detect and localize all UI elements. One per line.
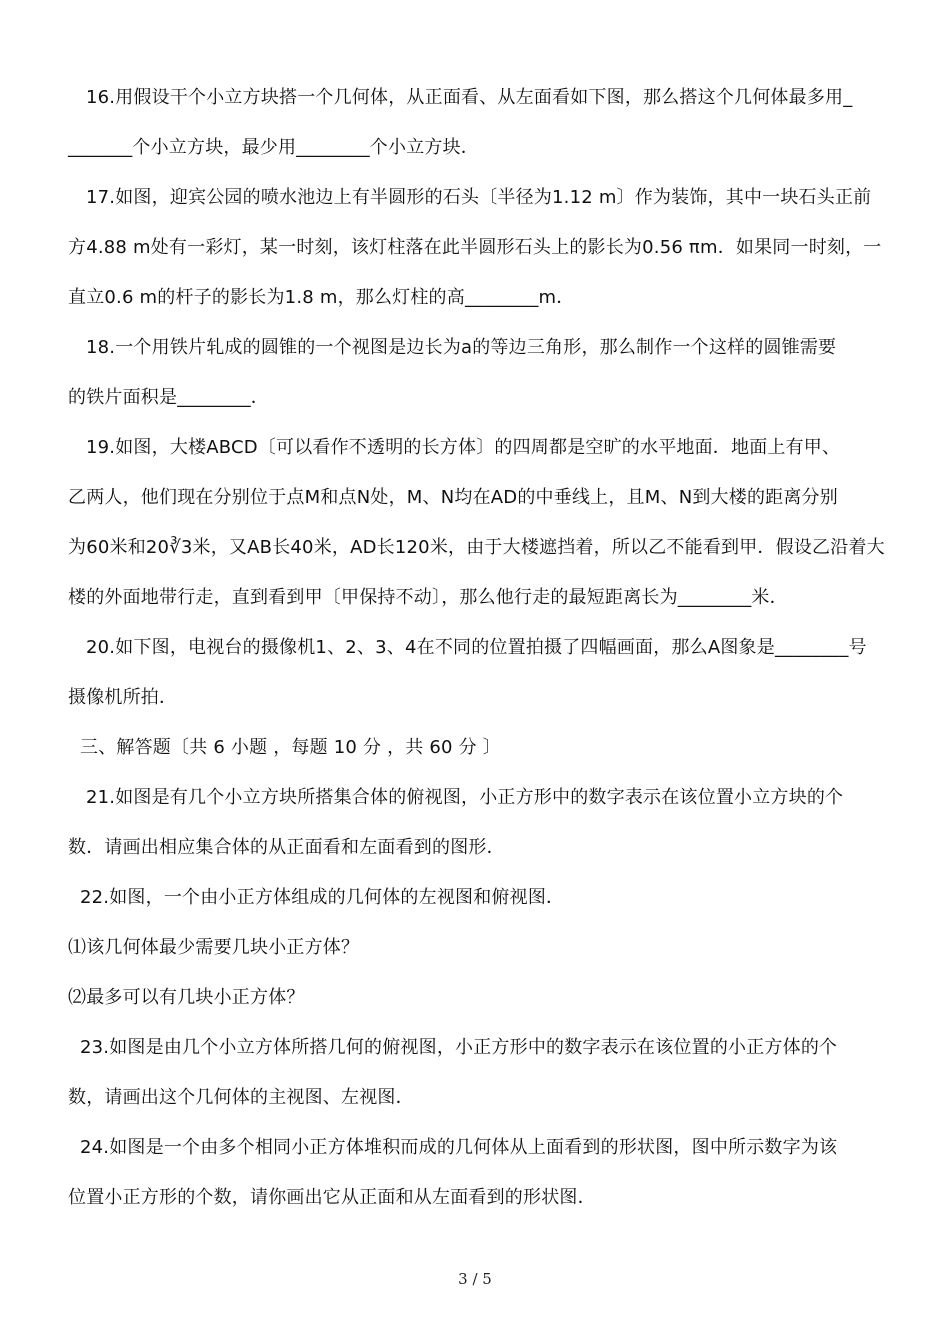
question-24-line-1: 24.如图是一个由多个相同小正方体堆积而成的几何体从上面看到的形状图，图中所示数字为该 xyxy=(80,1137,838,1158)
question-17-line-3: 直立0.6 m的杆子的影长为1.8 m，那么灯柱的高________m． xyxy=(68,287,575,308)
question-19-line-2: 乙两人，他们现在分别位于点M和点N处，M、N均在AD的中垂线上，且M、N到大楼的距离分别 xyxy=(68,487,838,508)
question-16-line-2: _______个小立方块，最少用________个小立方块． xyxy=(68,137,479,158)
question-18-line-2: 的铁片面积是________． xyxy=(68,387,269,408)
question-17-line-2: 方4.88 m处有一彩灯，某一时刻，该灯柱落在此半圆形石头上的影长为0.56 πm．如果同一时刻，一 xyxy=(68,237,882,258)
question-20-line-2: 摄像机所拍． xyxy=(68,687,178,708)
question-22-sub-1: ⑴该几何体最少需要几块小正方体？ xyxy=(68,937,360,958)
question-19-line-4: 楼的外面地带行走，直到看到甲〔甲保持不动〕，那么他行走的最短距离长为________米． xyxy=(68,587,788,608)
question-22-sub-2: ⑵最多可以有几块小正方体？ xyxy=(68,987,305,1008)
question-17-line-1: 17.如图，迎宾公园的喷水池边上有半圆形的石头〔半径为1.12 m〕作为装饰，其中一块石头正前 xyxy=(86,187,872,208)
page-number: 3 / 5 xyxy=(458,1270,492,1288)
question-18-line-1: 18.一个用铁片轧成的圆锥的一个视图是边长为a的等边三角形，那么制作一个这样的圆锥需要 xyxy=(86,337,837,358)
question-19-line-3: 为60米和20∛3米，又AB长40米，AD长120米，由于大楼遮挡着，所以乙不能看到甲．假设乙沿着大 xyxy=(68,537,885,558)
question-24-line-2: 位置小正方形的个数，请你画出它从正面和从左面看到的形状图． xyxy=(68,1187,596,1208)
question-19-line-1: 19.如图，大楼ABCD〔可以看作不透明的长方体〕的四周都是空旷的水平地面．地面上有甲、 xyxy=(86,437,841,458)
question-22-line-1: 22.如图，一个由小正方体组成的几何体的左视图和俯视图． xyxy=(80,887,565,908)
question-20-line-1: 20.如下图，电视台的摄像机1、2、3、4在不同的位置拍摄了四幅画面，那么A图象是________号 xyxy=(86,637,867,658)
question-16-line-1: 16.用假设干个小立方块搭一个几何体，从正面看、从左面看如下图，那么搭这个几何体最多用_ xyxy=(86,87,853,108)
question-23-line-1: 23.如图是由几个小立方体所搭几何的俯视图，小正方形中的数字表示在该位置的小正方体的个 xyxy=(80,1037,838,1058)
question-21-line-1: 21.如图是有几个小立方块所搭集合体的俯视图，小正方形中的数字表示在该位置小立方块的个 xyxy=(86,787,844,808)
question-23-line-2: 数，请画出这个几何体的主视图、左视图． xyxy=(68,1087,414,1108)
section-3-heading: 三、解答题〔共 6 小题 ，每题 10 分 ，共 60 分 〕 xyxy=(80,737,501,758)
question-21-line-2: 数．请画出相应集合体的从正面看和左面看到的图形． xyxy=(68,837,505,858)
